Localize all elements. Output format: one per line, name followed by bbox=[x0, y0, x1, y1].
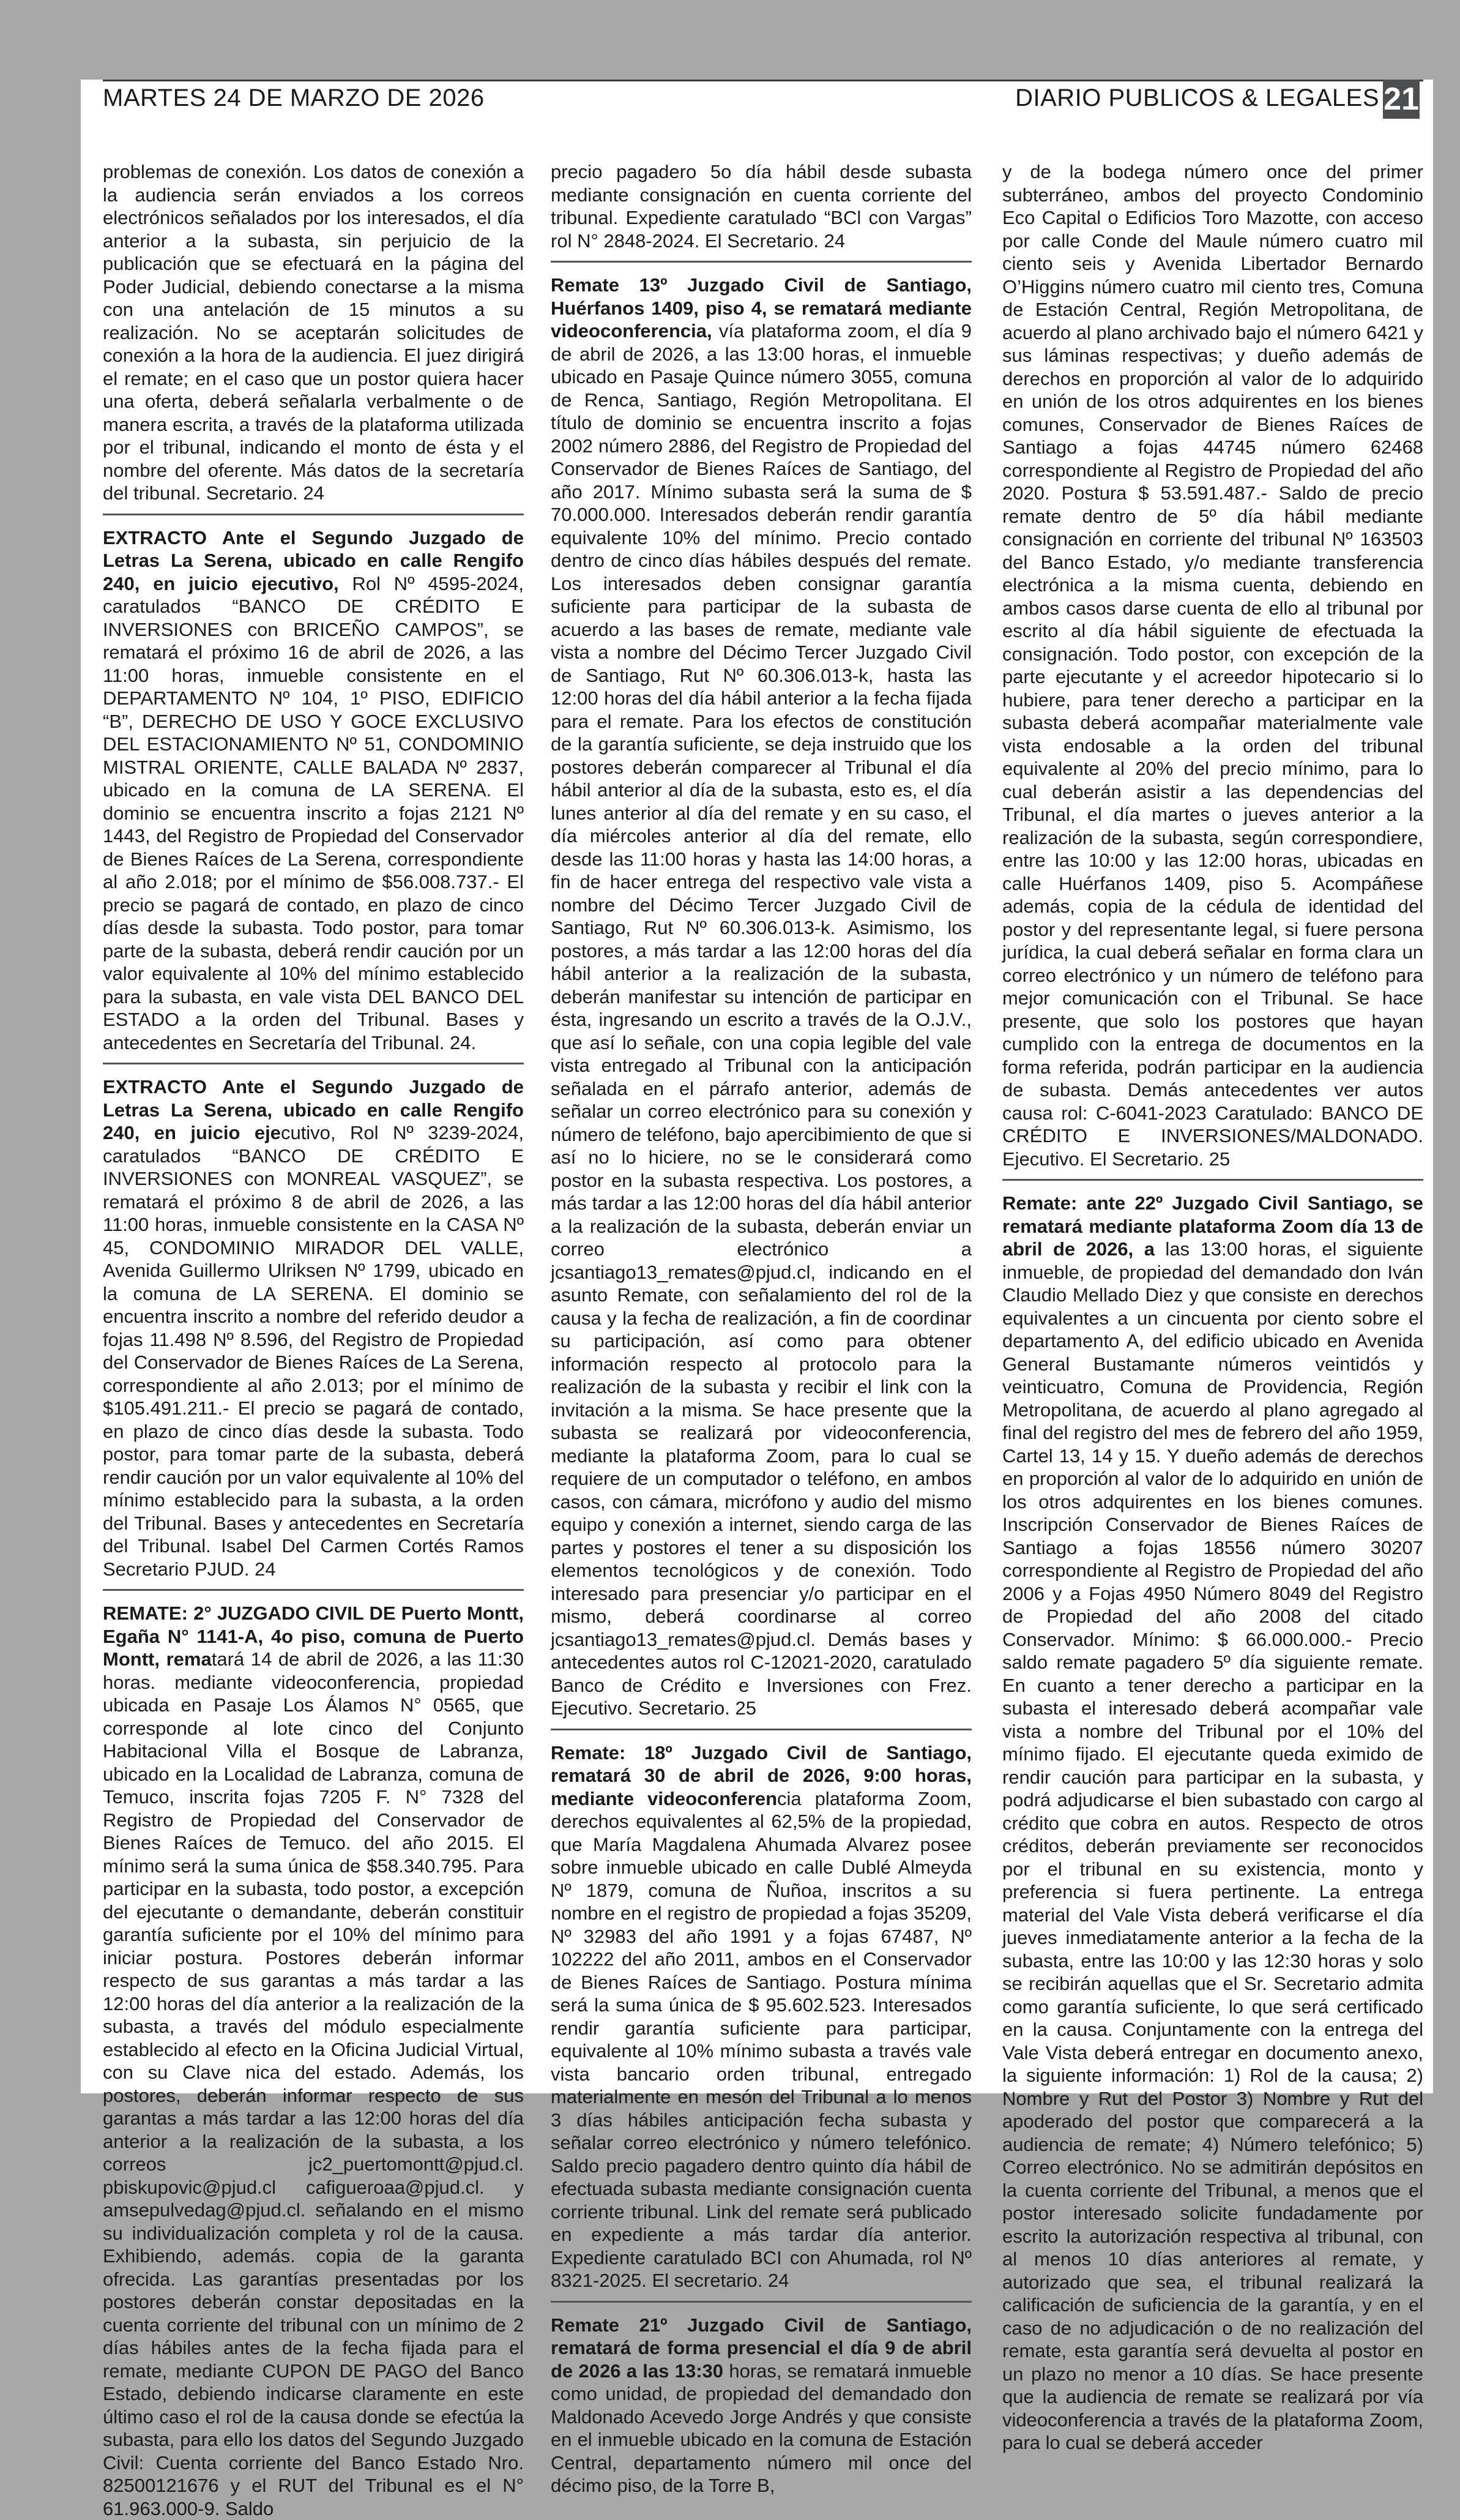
notice-title: Remate: 18º Juzgado Civil de Santiago, rematará 30 de abril de 2026, 9:00 horas, mediante videoconferen bbox=[551, 1741, 972, 1809]
notice-body: Rol Nº 4595-2024, caratulados “BANCO DE CRÉDITO E INVERSIONES con BRICEÑO CAMPOS”, se rematará el próximo 16 de abril de 2026, a las 11:00 horas, inmueble consistente en el DEPARTAMENTO Nº 104, 1º PISO, EDIFICIO “B”, DERECHO DE USO Y GOCE EXCLUSIVO DEL ESTACIONAMIENTO Nº 51, CONDOMINIO MISTRAL ORIENTE, CALLE BALADA Nº 2837, ubicado en la comuna de LA SERENA. El dominio se encuentra inscrito a fojas 2121 Nº 1443, del Registro de Propiedad del Conservador de Bienes Raíces de La Serena, correspondiente al año 2.018; por el mínimo de $56.008.737.- El precio se pagará de contado, en plazo de cinco días desde la subasta. Todo postor, para tomar parte de la subasta, deberá rendir caución por un valor equivalente al 10% del mínimo establecido para la subasta, en vale vista DEL BANCO DEL ESTADO a la orden del Tribunal. Bases y antecedentes en Secretaría del Tribunal. 24. bbox=[103, 572, 524, 1053]
notice-text: precio pagadero 5o día hábil desde subasta mediante consignación en cuenta corriente del tribunal. Expediente caratulado “BCl con Vargas” rol N° 2848-2024. El Secretario. 24 bbox=[551, 161, 972, 252]
notice-body: cia plataforma Zoom, derechos equivalentes al 62,5% de la propiedad, que María Magdalena Ahumada Alvarez posee sobre inmueble ubicado en calle Dublé Almeyda Nº 1879, comuna de Ñuñoa, inscritos a su nombre en el registro de propiedad a fojas 35209, Nº 32983 del año 1991 y a fojas 67487, Nº 102222 del año 2011, ambos en el Conservador de Bienes Raíces de Santiago. Postura mínima será la suma única de $ 95.602.523. Interesados rendir garantía suficiente para participar, equivalente al 10% mínimo subasta a través vale vista bancario orden tribunal, entregado materialmente en mesón del Tribunal a lo menos 3 días hábiles anticipación fecha subasta y señalar correo electrónico y número telefónico. Saldo precio pagadero dentro quinto día hábil de efectuada subasta mediante consignación cuenta corriente tribunal. Link del remate será publicado en expediente a más tardar día anterior. Expediente caratulado BCI con Ahumada, rol Nº 8321-2025. El secretario. 24 bbox=[551, 1787, 972, 2291]
column-3 bbox=[1002, 160, 1423, 2455]
notice bbox=[103, 1075, 524, 1580]
notice bbox=[551, 274, 972, 1720]
notice-divider bbox=[103, 514, 524, 515]
notice-divider bbox=[103, 1063, 524, 1064]
notice-text: y de la bodega número once del primer subterráneo, ambos del proyecto Condominio Eco Capital o Edificios Toro Mazotte, con acceso por calle Conde del Maule número cuatro mil ciento seis y Avenida Libertador Bernardo O’Higgins número cuatro mil ciento tres, Comuna de Estación Central, Región Metropolitana, de acuerdo al plano archivado bajo el número 6421 y sus láminas respectivas; y dueño además de derechos en proporción al valor de lo adquirido en unión de los otros adquirentes en los bienes comunes, Conservador de Bienes Raíces de Santiago a fojas 44745 número 62468 correspondiente al Registro de Propiedad del año 2020. Postura $ 53.591.487.- Saldo de precio remate dentro de 5º día hábil mediante consignación en corriente del tribunal Nº 163503 del Banco Estado, y/o mediante transferencia electrónica a la misma cuenta, debiendo en ambos casos darse cuenta de ello al tribunal por escrito al día hábil siguiente de efectuada la consignación. Todo postor, con excepción de la parte ejecutante y el acreedor hipotecario si lo hubiere, para tener derecho a participar en la subasta deberá acompañar materialmente vale vista endosable a la orden del tribunal equivalente al 20% del precio mínimo, para lo cual deberán asistir a las dependencias del Tribunal, el día martes o jueves anterior a la realización de la subasta, según correspondiere, entre las 10:00 y las 12:00 horas, ubicadas en calle Huérfanos 1409, piso 5. Acompáñese además, copia de la cédula de identidad del postor y del representante legal, si fuere persona jurídica, la cual deberá señalar en forma clara un correo electrónico y un número de teléfono para mejor comunicación con el Tribunal. Se hace presente, que solo los postores que hayan cumplido con la entrega de documentos en la forma referida, podrán participar en la audiencia de subasta. Demás antecedentes ver autos causa rol: C-6041-2023 Caratulado: BANCO DE CRÉDITO E INVERSIONES/MALDONADO. Ejecutivo. El Secretario. 25 bbox=[1002, 161, 1423, 1170]
notice-divider bbox=[551, 1729, 972, 1730]
notice bbox=[1002, 1192, 1423, 2455]
notice-body: las 13:00 horas, el siguiente inmueble, de propiedad del demandado don Iván Claudio Mellado Diez y que consiste en derechos equivalentes a un cincuenta por ciento sobre el departamento A, del edificio ubicado en Avenida General Bustamante números veintidós y veinticuatro, Comuna de Providencia, Región Metropolitana, de acuerdo al plano agregado al final del registro del mes de febrero del año 1959, Cartel 13, 14 y 15. Y dueño además de derechos en proporción al valor de lo adquirido en unión de los otros adquirentes en los bienes comunes. Inscripción Conservador de Bienes Raíces de Santiago a fojas 18556 número 30207 correspondiente al Registro de Propiedad del año 2006 y a Fojas 4950 Número 8049 del Registro de Propiedad del año 2008 del citado Conservador. Mínimo: $ 66.000.000.- Precio saldo remate pagadero 5º día siguiente remate. En cuanto a tener derecho a participar en la subasta el interesado deberá acompañar vale vista a nombre del Tribunal por el 10% del mínimo fijado. El ejecutante queda eximido de rendir caución para participar en la subasta, y podrá adjudicarse el bien subastado con cargo al crédito que cobra en autos. Respecto de otros créditos, deberán previamente ser reconocidos por el tribunal en su existencia, monto y preferencia si fuera pertinente. La entrega material del Vale Vista deberá verificarse el día jueves inmediatamente anterior a la fecha de la subasta, entre las 10:00 y las 12:30 horas y solo se recibirán aquellas que el Sr. Secretario admita como garantía suficiente, lo que será certificado en la causa. Conjuntamente con la entrega del Vale Vista deberá entregar en documento anexo, la siguiente información: 1) Rol de la causa; 2) Nombre y Rut del Postor 3) Nombre y Rut del apoderado del postor que comparecerá a la audiencia de remate; 4) Número telefónico; 5) Correo electrónico. No se admitirán depósitos en la cuenta corriente del Tribunal, a menos que el postor interesado solicite fundadamente por escrito la autorización respectiva al tribunal, con al menos 10 días anteriores al remate, y autorizado que sea, el tribunal realizará la calificación de suficiencia de la garantía, y en el caso de no adjudicación o de no realización del remate, esta garantía será devuelta al postor en un plazo no menor a 10 días. Se hace presente que la audiencia de remate se realizará por vía videoconferencia a través de la plataforma Zoom, para lo cual se deberá acceder bbox=[1002, 1238, 1423, 2453]
notice-body: cutivo, Rol Nº 3239-2024, caratulados “BANCO DE CRÉDITO E INVERSIONES con MONREAL VASQUEZ”, se rematará el próximo 8 de abril de 2026, a las 11:00 horas, inmueble consistente en la CASA Nº 45, CONDOMINIO MIRADOR DEL VALLE, Avenida Guillermo Ulriksen Nº 1799, ubicado en la comuna de LA SERENA. El dominio se encuentra inscrito a nombre del referido deudor a fojas 11.498 Nº 8.596, del Registro de Propiedad del Conservador de Bienes Raíces de La Serena, correspondiente al año 2.013; por el mínimo de $105.491.211.- El precio se pagará de contado, en plazo de cinco días desde la subasta. Todo postor, para tomar parte de la subasta, deberá rendir caución por un valor equivalente al 10% del mínimo establecido para la subasta, a la orden del Tribunal. Bases y antecedentes en Secretaría del Tribunal. Isabel Del Carmen Cortés Ramos Secretario PJUD. 24 bbox=[103, 1122, 524, 1580]
notice-text: problemas de conexión. Los datos de conexión a la audiencia serán enviados a los correos electrónicos señalados por los interesados, el día anterior a la subasta, sin perjuicio de la publicación que se efectuará en la página del Poder Judicial, debiendo conectarse a la misma con una antelación de 15 minutos a su realización. No se aceptarán solicitudes de conexión a la hora de la audiencia. El juez dirigirá el remate; en el caso que un postor quiera hacer una oferta, deberá señalarla verbalmente o de manera escrita, a través de la plataforma utilizada por el tribunal, indicando el monto de ésta y el nombre del oferente. Más datos de la secretaría del tribunal. Secretario. 24 bbox=[103, 161, 524, 504]
notice-title: REMATE: 2° JUZGADO CIVIL DE Puerto Montt, Egaña N° 1141-A, 4o piso, comuna de Puerto Montt, rema bbox=[103, 1602, 524, 1670]
notice-title: EXTRACTO Ante el Segundo Juzgado de Letras La Serena, ubicado en calle Rengifo 240, en juicio eje bbox=[103, 1076, 524, 1143]
notice-body: tará 14 de abril de 2026, a las 11:30 horas. mediante videoconferencia, propiedad ubicada en Pasaje Los Álamos N° 0565, que corresponde al lote cinco del Conjunto Habitacional Villa el Bosque de Labranza, ubicado en la Localidad de Labranza, comuna de Temuco, inscrita fojas 7205 F. N° 7328 del Registro de Propiedad del Conservador de Bienes Raíces de Temuco. del año 2015. El mínimo será la suma única de $58.340.795. Para participar en la subasta, todo postor, a excepción del ejecutante o demandante, deberán constituir garantía suficiente por el 10% del mínimo para iniciar postura. Postores deberán informar respecto de sus garantas a más tardar a las 12:00 horas del día anterior a la realización de la subasta, a través del módulo especialmente establecido al efecto en la Oficina Judicial Virtual, con su Clave nica del estado. Además, los postores, deberán informar respecto de sus garantas a más tardar a las 12:00 horas del día anterior a la realización de la subasta, a los correos jc2_puertomontt@pjud.cl. pbiskupovic@pjud.cl cafigueroaa@pjud.cl. y amsepulvedag@pjud.cl. señalando en el mismo su individualización completa y rol de la causa. Exhibiendo, además. copia de la garanta ofrecida. Las garantías presentadas por los postores deberán constar depositadas en la cuenta corriente del tribunal con un mínimo de 2 días hábiles antes de la fecha fijada para el remate, mediante CUPON DE PAGO del Banco Estado, debiendo indicarse claramente en este último caso el rol de la causa donde se efectúa la subasta, para ello los datos del Segundo Juzgado Civil: Cuenta corriente del Banco Estado Nro. 82500121676 y el RUT del Tribunal es el N° 61.963.000-9. Saldo bbox=[103, 1648, 524, 2519]
column-2 bbox=[551, 160, 972, 2497]
notice-divider bbox=[103, 1589, 524, 1591]
page-number: 21 bbox=[1383, 80, 1420, 119]
notice bbox=[103, 1602, 524, 2520]
notice-title: Remate: ante 22º Juzgado Civil Santiago, se rematará mediante plataforma Zoom día 13 de abril de 2026, a bbox=[1002, 1192, 1423, 1260]
notice bbox=[551, 2314, 972, 2497]
column-1 bbox=[103, 160, 524, 2520]
notice-body: vía plataforma zoom, el día 9 de abril de 2026, a las 13:00 horas, el inmueble ubicado en Pasaje Quince número 3055, comuna de Renca, Santiago, Región Metropolitana. El título de dominio se encuentra inscrito a fojas 2002 número 2886, del Registro de Propiedad del Conservador de Bienes Raíces de Santiago, del año 2017. Mínimo subasta será la suma de $ 70.000.000. Interesados deberán rendir garantía equivalente 10% del mínimo. Precio contado dentro de cinco días hábiles después del remate. Los interesados deben consignar garantía suficiente para participar de la subasta de acuerdo a las bases de remate, mediante vale vista a nombre del Décimo Tercer Juzgado Civil de Santiago, Rut Nº 60.306.013-k, hasta las 12:00 horas del día hábil anterior a la fecha fijada para el remate. Para los efectos de constitución de la garantía suficiente, se deja instruido que los postores deberán comparecer al Tribunal el día hábil anterior al día de la subasta, esto es, el día lunes anterior al día del remate y en su caso, el día miércoles anterior al día del remate, ello desde las 11:00 horas y hasta las 14:00 horas, a fin de hacer entrega del respectivo vale vista a nombre del Décimo Tercer Juzgado Civil de Santiago, Rut Nº 60.306.013-k. Asimismo, los postores, a más tardar a las 12:00 horas del día hábil anterior a la realización de la subasta, deberán manifestar su intención de participar en ésta, ingresando un escrito a través de la O.J.V., que así lo señale, con una copia legible del vale vista entregado al Tribunal con la anticipación señalada en el párrafo anterior, además de señalar un correo electrónico para su conexión y número de teléfono, bajo apercibimiento de que si así no lo hiciere, no se le considerará como postor en la subasta respectiva. Los postores, a más tardar a las 12:00 horas del día hábil anterior a la realización de la subasta, deberán enviar un correo electrónico a jcsantiago13_remates@pjud.cl, indicando en el asunto Remate, con señalamiento del rol de la causa y la fecha de realización, a fin de coordinar su participación, así como para obtener información respecto al protocolo para la realización de la subasta y recibir el link con la invitación a la misma. Se hace presente que la subasta se realizará por videoconferencia, mediante la plataforma Zoom, para lo cual se requiere de un computador o teléfono, en ambos casos, con cámara, micrófono y audio del mismo equipo y conexión a internet, siendo carga de las partes y postores el tener a su disposición los elementos tecnológicos y de conexión. Todo interesado para presenciar y/o participar en el mismo, deberá coordinarse al correo jcsantiago13_remates@pjud.cl. Demás bases y antecedentes autos rol C-12021-2020, caratulado Banco de Crédito e Inversiones con Frez. Ejecutivo. Secretario. 25 bbox=[551, 320, 972, 1719]
notice bbox=[103, 526, 524, 1055]
notice-divider bbox=[551, 2301, 972, 2303]
issue-date: MARTES 24 DE MARZO DE 2026 bbox=[103, 84, 485, 111]
notice-title: EXTRACTO Ante el Segundo Juzgado de Letras La Serena, ubicado en calle Rengifo 240, en juicio ejecutivo, bbox=[103, 526, 524, 594]
notice bbox=[551, 1741, 972, 2292]
publication-title: DIARIO PUBLICOS & LEGALES bbox=[1015, 84, 1379, 111]
notice-divider bbox=[551, 261, 972, 263]
notice-title: Remate 21º Juzgado Civil de Santiago, rematará de forma presencial el día 9 de abril de 2026 a las 13:30 bbox=[551, 2314, 972, 2382]
notice-body: horas, se rematará inmueble como unidad, de propiedad del demandado don Maldonado Acevedo Jorge Andrés y que consiste en el inmueble ubicado en la comuna de Estación Central, departamento número mil once del décimo piso, de la Torre B, bbox=[551, 2360, 972, 2496]
header-rule bbox=[103, 80, 1423, 81]
notice-title: Remate 13º Juzgado Civil de Santiago, Huérfanos 1409, piso 4, se rematará mediante videoconferencia, bbox=[551, 274, 972, 342]
notice-divider bbox=[1002, 1179, 1423, 1181]
